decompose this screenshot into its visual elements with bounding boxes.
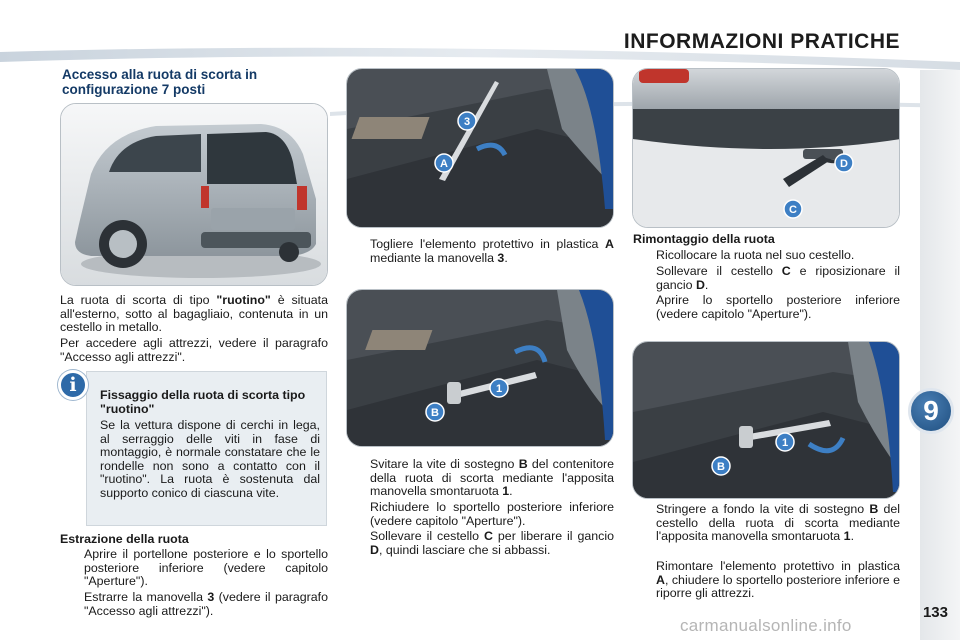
rimontaggio-title: Rimontaggio della ruota: [633, 232, 775, 246]
middle-bullet-3: Sollevare il cestello C per liberare il gancio D, quindi lasciare che si abbassi.: [370, 529, 614, 557]
car-rear-photo: [60, 103, 328, 286]
estrazione-bullet-2: Estrarre la manovella 3 (vedere il paragrafo "Accesso agli attrezzi").: [84, 590, 328, 618]
rimontaggio-bullet-2: Sollevare il cestello C e riposizionare il gancio D.: [656, 264, 900, 292]
underbody-photo-hook: [632, 68, 900, 228]
figure-label-1: 1: [495, 383, 503, 395]
rimontaggio-bullet-4: Stringere a fondo la vite di sostegno B del cestello della ruota di scorta mediante l'apposita manovella smontaruota 1.: [656, 502, 900, 544]
chapter-side-strip: [920, 70, 960, 640]
rimontaggio-bullet-1: Ricollocare la ruota nel suo cestello.: [656, 248, 855, 262]
figure-label-c: C: [789, 204, 797, 216]
page-number: 133: [922, 604, 948, 621]
figure-label-d: D: [840, 158, 848, 170]
chapter-tab[interactable]: 9: [908, 388, 954, 434]
figure-label-1: 1: [781, 437, 789, 449]
trunk-photo-tighten: [632, 341, 900, 499]
figure-label-3: 3: [463, 116, 471, 128]
trunk-photo-remove-cover: [346, 68, 614, 228]
watermark: carmanualsonline.info: [680, 616, 852, 635]
intro-paragraph-1: La ruota di scorta di tipo "ruotino" è situata all'esterno, sotto al bagagliaio, contenuta in un cestello in metallo.: [60, 293, 328, 335]
middle-bullet-2: Richiudere lo sportello posteriore inferiore (vedere capitolo "Aperture").: [370, 500, 614, 528]
figure-label-a: A: [440, 158, 448, 170]
info-icon: i: [58, 370, 88, 400]
figure-label-b: B: [717, 461, 725, 473]
page-header-title: INFORMAZIONI PRATICHE: [623, 30, 900, 53]
middle-bullet-remove-cover: Togliere l'elemento protettivo in plastica A mediante la manovella 3.: [370, 237, 614, 265]
info-box-text: Se la vettura dispone di cerchi in lega, al serraggio delle viti in fase di montaggio, è normale constatare che le rondelle non sono a contatto con il "ruotino". La ruota è sostenuta dal supporto conico di ciascuna vite.: [100, 418, 320, 500]
info-box-title: Fissaggio della ruota di scorta tipo "ruotino": [100, 388, 306, 416]
rimontaggio-bullet-3: Aprire lo sportello posteriore inferiore (vedere capitolo "Aperture").: [656, 293, 900, 321]
rimontaggio-bullet-5: Rimontare l'elemento protettivo in plastica A, chiudere lo sportello posteriore inferiore e riporre gli attrezzi.: [656, 559, 900, 601]
middle-bullet-1: Svitare la vite di sostegno B del contenitore della ruota di scorta mediante l'apposita manovella smontaruota 1.: [370, 457, 614, 499]
estrazione-bullet-1: Aprire il portellone posteriore e lo sportello posteriore inferiore (vedere capitolo "Aperture").: [84, 547, 328, 589]
intro-paragraph-2: Per accedere agli attrezzi, vedere il paragrafo "Accesso agli attrezzi".: [60, 336, 328, 364]
figure-label-b: B: [431, 407, 439, 419]
trunk-photo-unscrew: [346, 289, 614, 447]
estrazione-title: Estrazione della ruota: [60, 532, 189, 546]
section-title: Accesso alla ruota di scorta in configurazione 7 posti: [62, 67, 258, 97]
